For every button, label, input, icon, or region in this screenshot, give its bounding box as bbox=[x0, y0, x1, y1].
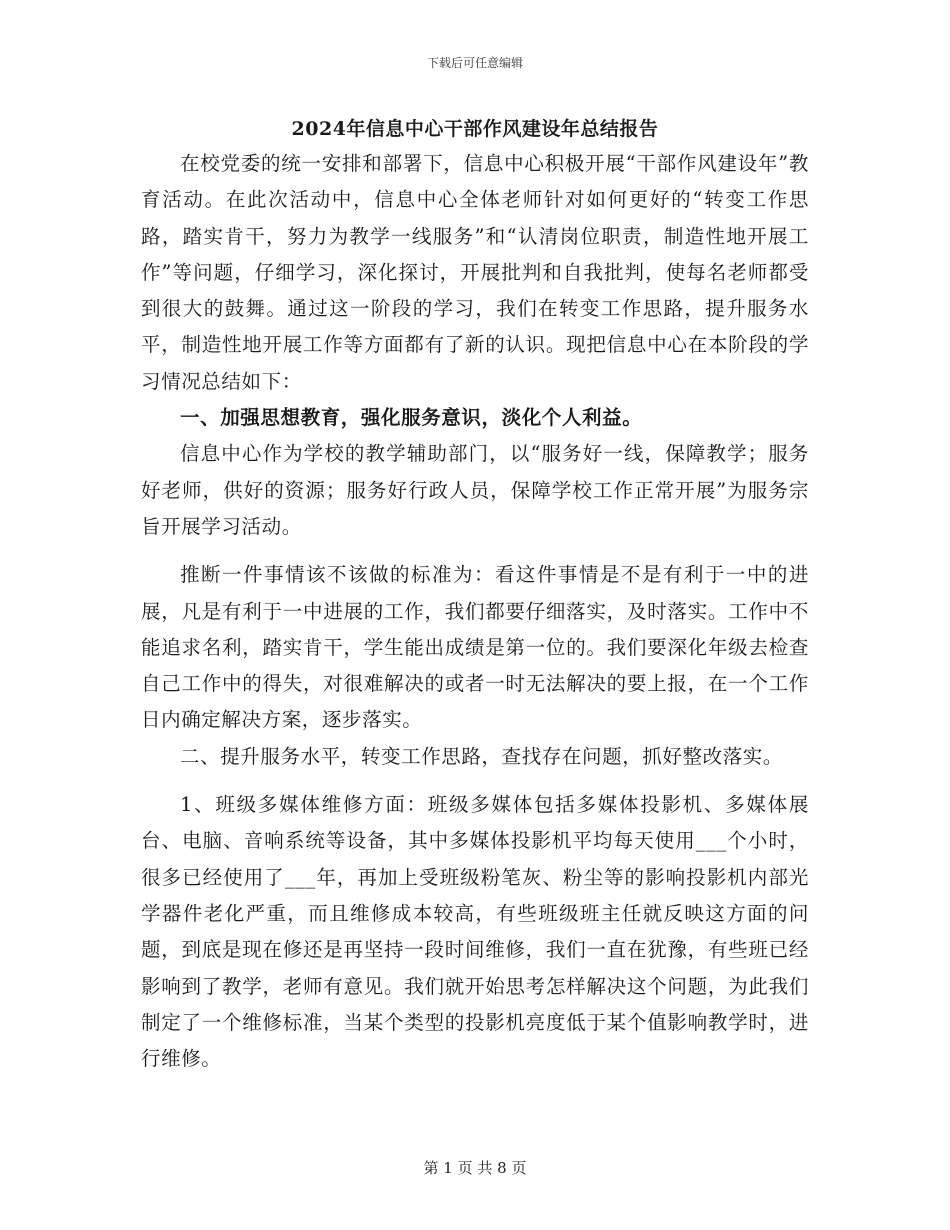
paragraph-judgement-standard: 推断一件事情该不该做的标准为：看这件事情是不是有利于一中的进展，凡是有利于一中进展的工作，我们都要仔细落实，及时落实。工作中不能追求名利，踏实肯干，学生能出成绩是第一位的。我们要深化年级去检查自己工作中的得失，对很难解决的或者一时无法解决的要上报，在一个工作日内确定解决方案，逐步落实。 bbox=[141, 563, 809, 732]
paragraph-intro: 在校党委的统一安排和部署下，信息中心积极开展“干部作风建设年”教育活动。在此次活动中，信息中心全体老师针对如何更好的“转变工作思路，踏实肯干，努力为教学一线服务”和“认清岗位职责，制造性地开展工作”等问题，仔细学习，深化探讨，开展批判和自我批判，使每名老师都受到很大的鼓舞。通过这一阶段的学习，我们在转变工作思路，提升服务水平，制造性地开展工作等方面都有了新的认识。现把信息中心在本阶段的学习情况总结如下： bbox=[141, 152, 809, 393]
page-number: 第 1 页 共 8 页 bbox=[423, 1159, 527, 1177]
paragraph-multimedia-maintenance: 1、班级多媒体维修方面：班级多媒体包括多媒体投影机、多媒体展台、电脑、音响系统等设备，其中多媒体投影机平均每天使用___个小时，很多已经使用了___年，再加上受班级粉笔灰、粉尘等的影响投影机内部光学器件老化严重，而且维修成本较高，有些班级班主任就反映这方面的问题，到底是现在修还是再坚持一段时间维修，我们一直在犹豫，有些班已经影响到了教学，老师有意见。我们就开始思考怎样解决这个问题，为此我们制定了一个维修标准，当某个类型的投影机亮度低于某个值影响教学时，进行维修。 bbox=[141, 793, 809, 1071]
header-note: 下载后可任意编辑 bbox=[426, 56, 523, 70]
document-body bbox=[141, 146, 809, 1077]
document-title: 2024年信息中心干部作风建设年总结报告 bbox=[291, 118, 659, 140]
section-heading-1: 一、加强思想教育，强化服务意识，淡化个人利益。 bbox=[180, 406, 643, 430]
paragraph-service-purpose: 信息中心作为学校的教学辅助部门，以“服务好一线，保障教学；服务好老师，供好的资源；服务好行政人员，保障学校工作正常开展”为服务宗旨开展学习活动。 bbox=[141, 442, 809, 538]
section-heading-2: 二、提升服务水平，转变工作思路，查找存在问题，抓好整改落实。 bbox=[180, 744, 784, 768]
